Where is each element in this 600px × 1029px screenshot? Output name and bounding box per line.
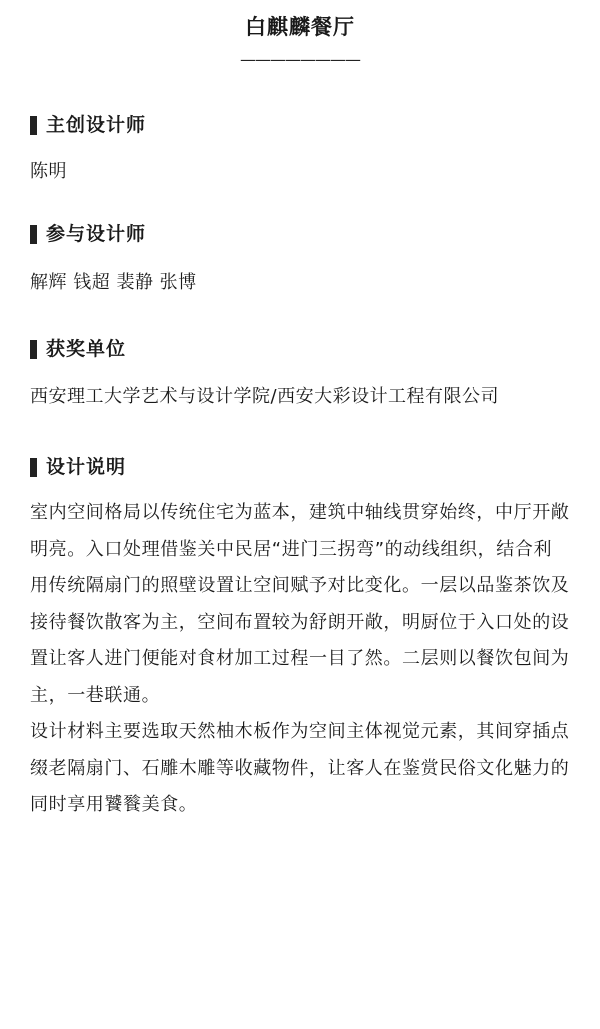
heading-bar-icon — [30, 116, 37, 135]
participating-designer-names: 解辉 钱超 裴静 张博 — [30, 272, 197, 293]
title-divider: ———————— — [240, 50, 360, 69]
description-paragraph: 室内空间格局以传统住宅为蓝本，建筑中轴线贯穿始终，中厅开敞明亮。入口处理借鉴关中民居“进门三拐弯”的动线组织，结合利用传统隔扇门的照壁设置让空间赋予对比变化。一层以品鉴茶饮及接待餐饮散客为主，空间布置较为舒朗开敞，明厨位于入口处的设置让客人进门便能对食材加工过程一目了然。二层则以餐饮包间为主，一巷联通。 — [30, 502, 570, 706]
section-heading-design-description — [30, 454, 570, 480]
page-title: 白麒麟餐厅 — [245, 15, 355, 39]
section-heading-participating-designers — [30, 221, 570, 247]
section-heading-award-unit — [30, 336, 570, 362]
section-heading-lead-designer — [30, 112, 570, 138]
section-heading-label: 设计说明 — [46, 456, 127, 478]
lead-designer-names: 陈明 — [30, 161, 67, 182]
section-heading-label: 主创设计师 — [46, 114, 147, 136]
design-description-body — [30, 495, 570, 824]
section-heading-label: 获奖单位 — [46, 338, 127, 360]
heading-bar-icon — [30, 225, 37, 244]
award-unit-name: 西安理工大学艺术与设计学院/西安大彩设计工程有限公司 — [30, 386, 500, 407]
description-paragraph: 设计材料主要选取天然柚木板作为空间主体视觉元素，其间穿插点缀老隔扇门、石雕木雕等收藏物件，让客人在鉴赏民俗文化魅力的同时享用饕餮美食。 — [30, 721, 570, 815]
heading-bar-icon — [30, 458, 37, 477]
heading-bar-icon — [30, 340, 37, 359]
section-heading-label: 参与设计师 — [46, 223, 147, 245]
